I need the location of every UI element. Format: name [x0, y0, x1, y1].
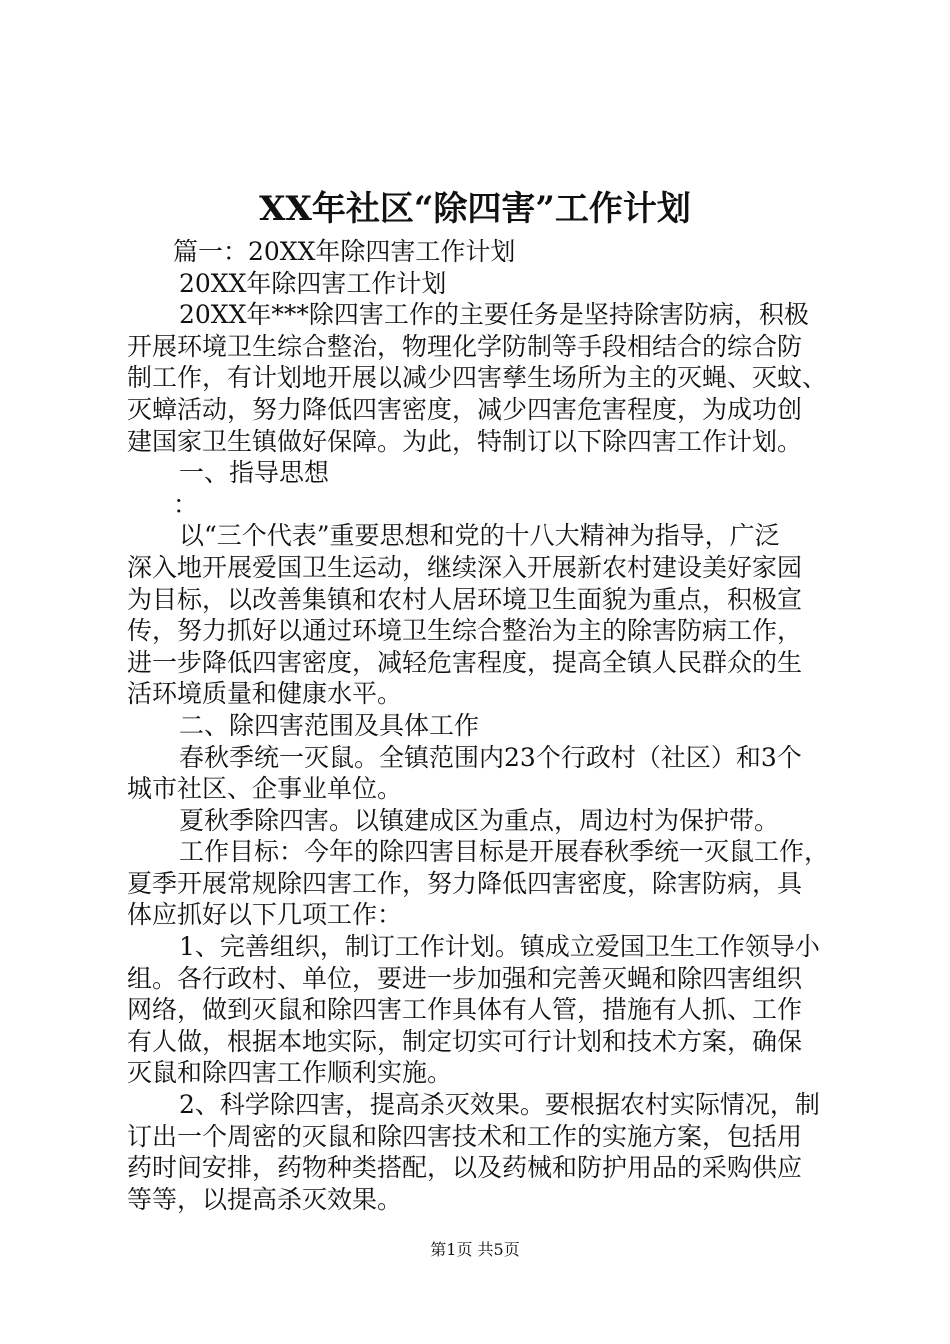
section-heading: 一、指导思想 — [179, 458, 330, 488]
paragraph-line: 组。各行政村、单位，要进一步加强和完善灭蝇和除四害组织 — [127, 963, 803, 993]
paragraph-line: 等等，以提高杀灭效果。 — [127, 1184, 403, 1214]
paragraph-line: ： — [173, 489, 199, 519]
document-body — [127, 236, 835, 1215]
paragraph-line: 20XX年***除四害工作的主要任务是坚持除害防病，积极 — [179, 300, 809, 330]
paragraph-line: 灭蟑活动，努力降低四害密度，减少四害危害程度，为成功创 — [127, 394, 803, 424]
paragraph-line: 进一步降低四害密度，减轻危害程度，提高全镇人民群众的生 — [127, 647, 803, 677]
paragraph-line: 2、科学除四害，提高杀灭效果。要根据农村实际情况，制 — [179, 1090, 820, 1120]
page-number-footer: 第1页 共5页 — [430, 1240, 520, 1259]
paragraph-line: 夏秋季除四害。以镇建成区为重点，周边村为保护带。 — [179, 805, 780, 835]
paragraph-line: 工作目标：今年的除四害目标是开展春秋季统一灭鼠工作， — [179, 837, 830, 867]
paragraph-line: 夏季开展常规除四害工作，努力降低四害密度，除害防病，具 — [127, 868, 803, 898]
paragraph-line: 订出一个周密的灭鼠和除四害技术和工作的实施方案，包括用 — [127, 1121, 803, 1151]
paragraph-line: 1、完善组织，制订工作计划。镇成立爱国卫生工作领导小 — [179, 932, 820, 962]
paragraph-line: 活环境质量和健康水平。 — [127, 679, 403, 709]
paragraph-line: 建国家卫生镇做好保障。为此，特制订以下除四害工作计划。 — [127, 426, 803, 456]
paragraph-line: 制工作，有计划地开展以减少四害孳生场所为主的灭蝇、灭蚊、 — [127, 363, 828, 393]
section-heading: 二、除四害范围及具体工作 — [179, 710, 480, 740]
paragraph-line: 深入地开展爱国卫生运动，继续深入开展新农村建设美好家园 — [127, 552, 803, 582]
section-heading: 篇一：20XX年除四害工作计划 — [173, 237, 516, 266]
paragraph-line: 有人做，根据本地实际，制定切实可行计划和技术方案，确保 — [127, 1026, 803, 1056]
paragraph-line: 春秋季统一灭鼠。全镇范围内23个行政村（社区）和3个 — [179, 742, 802, 772]
paragraph-line: 开展环境卫生综合整治，物理化学防制等手段相结合的综合防 — [127, 331, 803, 361]
paragraph-line: 城市社区、企事业单位。 — [127, 774, 403, 804]
document-title: XX年社区“除四害”工作计划 — [259, 189, 691, 229]
paragraph-line: 灭鼠和除四害工作顺利实施。 — [127, 1058, 453, 1088]
paragraph-line: 网络，做到灭鼠和除四害工作具体有人管，措施有人抓、工作 — [127, 995, 803, 1025]
paragraph-line: 药时间安排，药物种类搭配，以及药械和防护用品的采购供应 — [127, 1153, 803, 1183]
paragraph-line: 传，努力抓好以通过环境卫生综合整治为主的除害防病工作， — [127, 616, 803, 646]
paragraph-line: 以“三个代表”重要思想和党的十八大精神为指导，广泛 — [179, 521, 780, 551]
paragraph-line: 体应抓好以下几项工作： — [127, 900, 403, 930]
subtitle-line: 20XX年除四害工作计划 — [179, 268, 447, 298]
paragraph-line: 为目标，以改善集镇和农村人居环境卫生面貌为重点，积极宣 — [127, 584, 803, 614]
